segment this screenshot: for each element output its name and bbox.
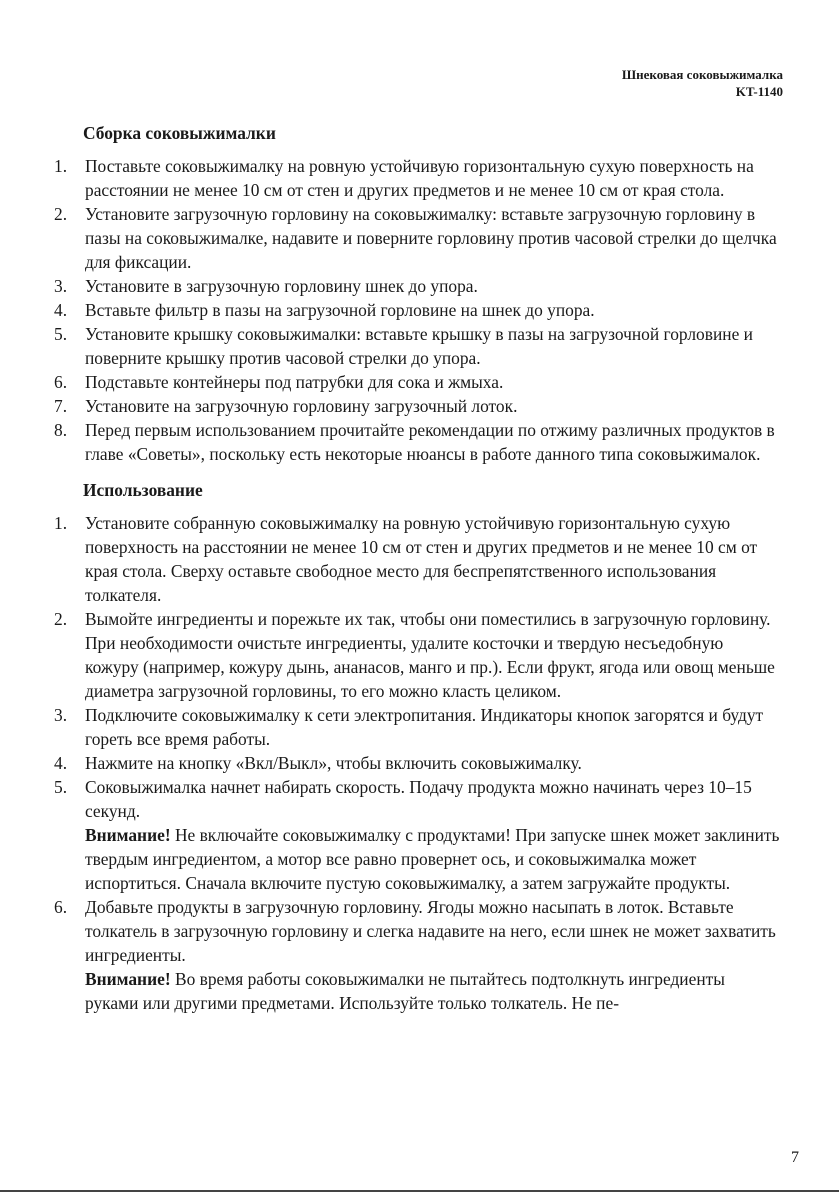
item-number: 3.	[54, 705, 68, 725]
item-number: 1.	[54, 156, 68, 176]
list-item	[50, 154, 780, 202]
warning-note	[85, 967, 780, 1015]
list-item	[50, 751, 780, 775]
item-text: Установите крышку соковыжималки: вставьте крышку в пазы на загрузочной горловине и поверните крышку против часовой стрелки до упора.	[85, 324, 753, 368]
header-model: KT-1140	[735, 84, 783, 99]
list-item	[50, 274, 780, 298]
item-text: Подставьте контейнеры под патрубки для сока и жмыха.	[85, 372, 504, 392]
list-item	[50, 511, 780, 607]
list-item	[50, 895, 780, 1015]
item-number: 6.	[54, 372, 68, 392]
item-text: Перед первым использованием прочитайте рекомендации по отжиму различных продуктов в главе «Советы», поскольку есть некоторые нюансы в работе данного типа соковыжималок.	[85, 420, 775, 464]
assembly-list	[50, 154, 780, 466]
item-number: 8.	[54, 420, 68, 440]
assembly-section-title: Сборка соковыжималки	[83, 123, 276, 143]
item-number: 1.	[54, 513, 68, 533]
list-item	[50, 775, 780, 895]
item-number: 2.	[54, 204, 68, 224]
list-item	[50, 418, 780, 466]
item-number: 2.	[54, 609, 68, 629]
item-number: 4.	[54, 753, 68, 773]
list-item	[50, 298, 780, 322]
item-text: Соковыжималка начнет набирать скорость. Подачу продукта можно начинать через 10–15 секунд.	[85, 777, 752, 821]
page-content	[50, 121, 780, 1015]
item-number: 5.	[54, 777, 68, 797]
item-text: Установите на загрузочную горловину загрузочный лоток.	[85, 396, 518, 416]
bottom-divider	[0, 1190, 839, 1192]
list-item	[50, 607, 780, 703]
item-text: Нажмите на кнопку «Вкл/Выкл», чтобы включить соковыжималку.	[85, 753, 582, 773]
item-text: Подключите соковыжималку к сети электропитания. Индикаторы кнопок загорятся и будут гореть все время работы.	[85, 705, 764, 749]
item-text: Добавьте продукты в загрузочную горловину. Ягоды можно насыпать в лоток. Вставьте толкатель в загрузочную горловину и слегка надавите на него, если шнек не может захватить ингредиенты.	[85, 897, 776, 965]
page-number: 7	[791, 1149, 799, 1166]
list-item	[50, 394, 780, 418]
list-item	[50, 322, 780, 370]
warning-text: Не включайте соковыжималку с продуктами! При запуске шнек может заклинить твердым ингредиентом, а мотор все равно провернет ось, и соковыжималка может испортиться. Сначала включите пустую соковыжималку, а затем загружайте продукты.	[85, 825, 780, 893]
item-number: 5.	[54, 324, 68, 344]
item-number: 3.	[54, 276, 68, 296]
list-item	[50, 703, 780, 751]
item-number: 7.	[54, 396, 68, 416]
item-text: Установите загрузочную горловину на соковыжималку: вставьте загрузочную горловину в пазы на соковыжималке, надавите и поверните горловину против часовой стрелки до щелчка для фиксации.	[85, 204, 777, 272]
item-text: Установите в загрузочную горловину шнек до упора.	[85, 276, 478, 296]
list-item	[50, 202, 780, 274]
list-item	[50, 370, 780, 394]
warning-label: Внимание!	[85, 825, 171, 845]
warning-text: Во время работы соковыжималки не пытайтесь подтолкнуть ингредиенты руками или другими предметами. Используйте только толкатель. Не пе-	[85, 969, 725, 1013]
item-number: 4.	[54, 300, 68, 320]
usage-list	[50, 511, 780, 1015]
usage-section-title: Использование	[83, 480, 203, 500]
header-product-name: Шнековая соковыжималка	[621, 67, 783, 82]
item-text: Вымойте ингредиенты и порежьте их так, чтобы они поместились в загрузочную горловину. При необходимости очистьте ингредиенты, удалите косточки и твердую несъедобную кожуру (например, кожуру дынь, ананасов, манго и пр.). Если фрукт, ягода или овощ меньше диаметра загрузочной горловины, то его можно класть целиком.	[85, 609, 775, 701]
warning-note	[85, 823, 780, 895]
item-text: Поставьте соковыжималку на ровную устойчивую горизонтальную сухую поверхность на расстоянии не менее 10 см от стен и других предметов и не менее 10 см от края стола.	[85, 156, 754, 200]
page-header	[622, 66, 783, 100]
item-text: Вставьте фильтр в пазы на загрузочной горловине на шнек до упора.	[85, 300, 595, 320]
item-text: Установите собранную соковыжималку на ровную устойчивую горизонтальную сухую поверхность на расстоянии не менее 10 см от стен и других предметов и не менее 10 см от края стола. Сверху оставьте свободное место для беспрепятственного использования толкателя.	[85, 513, 758, 605]
item-number: 6.	[54, 897, 68, 917]
warning-label: Внимание!	[85, 969, 171, 989]
